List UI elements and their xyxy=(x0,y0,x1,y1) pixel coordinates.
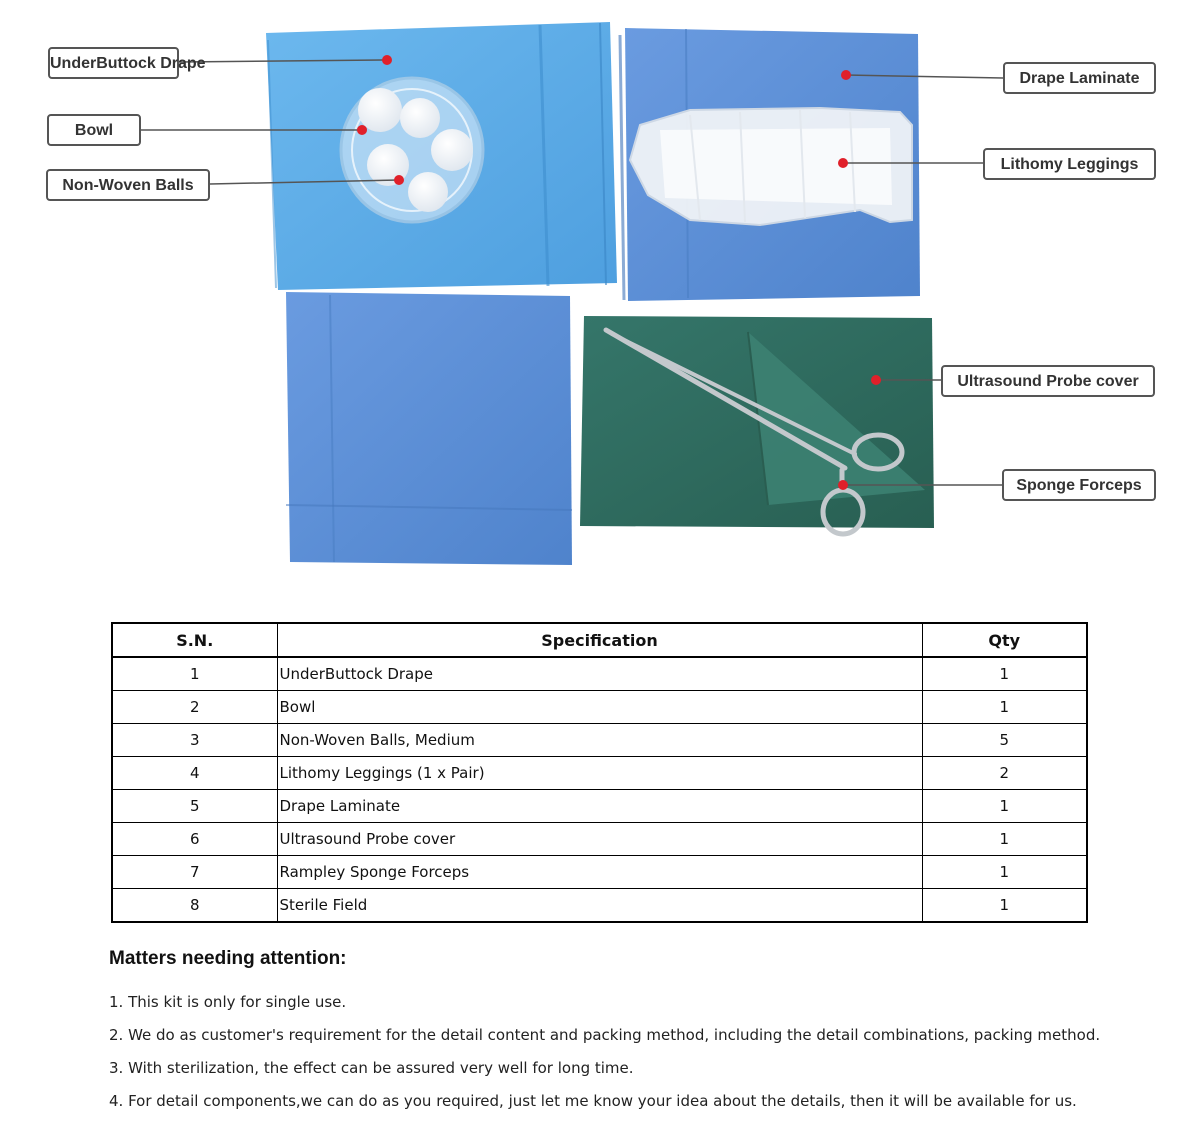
label-bowl: Bowl xyxy=(47,114,141,146)
specification-table xyxy=(111,622,1088,923)
table-row xyxy=(112,889,1087,923)
cell-qty: 2 xyxy=(922,757,1087,790)
cell-sn: 5 xyxy=(112,790,277,823)
cell-spec: Drape Laminate xyxy=(277,790,922,823)
bowl-image xyxy=(341,78,483,222)
table-row xyxy=(112,724,1087,757)
cell-spec: Sterile Field xyxy=(277,889,922,923)
note-item: 3. With sterilization, the effect can be assured very well for long time. xyxy=(109,1059,634,1077)
cell-spec: UnderButtock Drape xyxy=(277,657,922,691)
header-specification: Specification xyxy=(277,623,922,657)
label-underbuttock-drape: UnderButtock Drape xyxy=(48,47,179,79)
cell-qty: 1 xyxy=(922,823,1087,856)
cell-spec: Ultrasound Probe cover xyxy=(277,823,922,856)
cell-spec: Lithomy Leggings (1 x Pair) xyxy=(277,757,922,790)
table-row xyxy=(112,691,1087,724)
table-header-row xyxy=(112,623,1087,657)
header-qty: Qty xyxy=(922,623,1087,657)
header-sn: S.N. xyxy=(112,623,277,657)
cell-spec: Bowl xyxy=(277,691,922,724)
cell-spec: Non-Woven Balls, Medium xyxy=(277,724,922,757)
note-item: 1. This kit is only for single use. xyxy=(109,993,347,1011)
lithomy-leggings-image xyxy=(630,108,912,225)
label-non-woven-balls: Non-Woven Balls xyxy=(46,169,210,201)
label-sponge-forceps: Sponge Forceps xyxy=(1002,469,1156,501)
cell-sn: 8 xyxy=(112,889,277,923)
cell-qty: 1 xyxy=(922,657,1087,691)
cell-sn: 3 xyxy=(112,724,277,757)
cell-sn: 1 xyxy=(112,657,277,691)
note-item: 2. We do as customer's requirement for the detail content and packing method, including the detail combinations, packing method. xyxy=(109,1026,1101,1044)
notes-title: Matters needing attention: xyxy=(109,948,347,969)
table-row xyxy=(112,757,1087,790)
sterile-field-image xyxy=(286,292,572,565)
cell-qty: 1 xyxy=(922,790,1087,823)
cell-qty: 5 xyxy=(922,724,1087,757)
note-item: 4. For detail components,we can do as you required, just let me know your idea about the details, then it will be available for us. xyxy=(109,1092,1077,1110)
cell-spec: Rampley Sponge Forceps xyxy=(277,856,922,889)
label-ultrasound-probe-cover: Ultrasound Probe cover xyxy=(941,365,1155,397)
label-lithomy-leggings: Lithomy Leggings xyxy=(983,148,1156,180)
table-row xyxy=(112,790,1087,823)
cell-sn: 4 xyxy=(112,757,277,790)
cell-sn: 2 xyxy=(112,691,277,724)
table-row xyxy=(112,856,1087,889)
label-drape-laminate: Drape Laminate xyxy=(1003,62,1156,94)
cell-sn: 6 xyxy=(112,823,277,856)
cell-qty: 1 xyxy=(922,889,1087,923)
cell-sn: 7 xyxy=(112,856,277,889)
cell-qty: 1 xyxy=(922,856,1087,889)
cell-qty: 1 xyxy=(922,691,1087,724)
notes-list xyxy=(109,990,1169,1122)
table-row xyxy=(112,657,1087,691)
table-row xyxy=(112,823,1087,856)
